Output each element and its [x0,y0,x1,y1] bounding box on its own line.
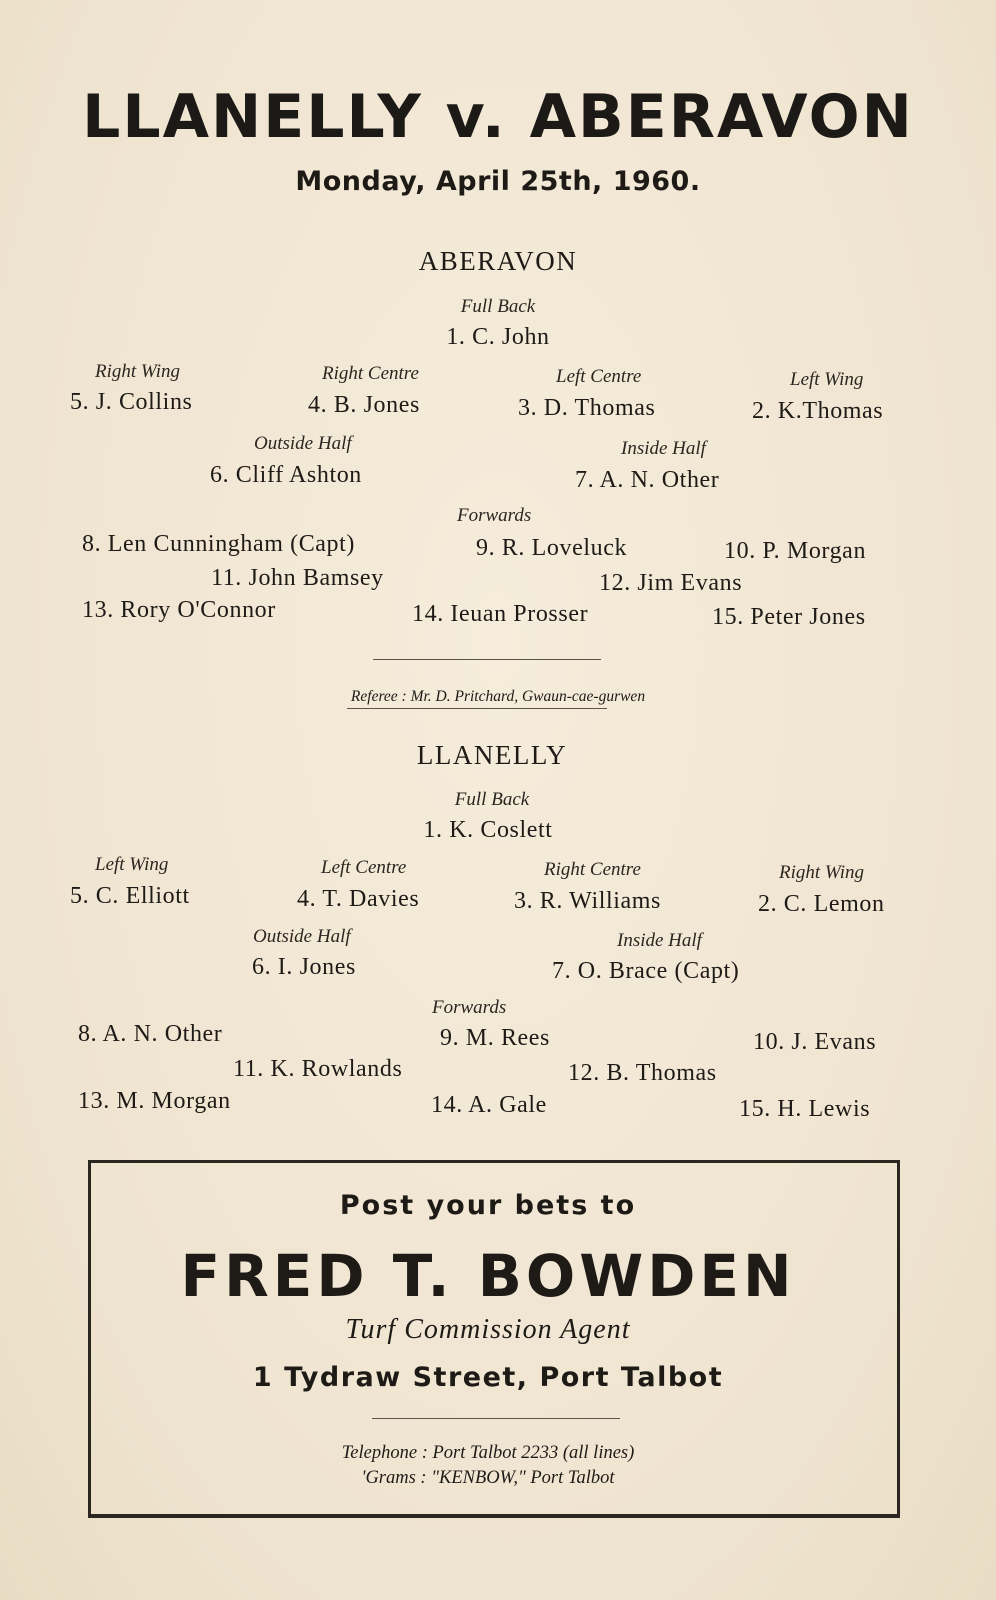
aberavon-forward-15: 15. Peter Jones [712,604,866,630]
referee-line: Referee : Mr. D. Pritchard, Gwaun-cae-gurwen [350,688,646,705]
aberavon-outside-half-label: Outside Half [254,433,352,454]
llanelly-outside-half-player: 6. I. Jones [252,954,356,980]
aberavon-fullback-player: 1. C. John [446,324,550,350]
llanelly-forwards-label: Forwards [432,997,507,1018]
advert-name: FRED T. BOWDEN [180,1242,796,1310]
llanelly-inside-half-player: 7. O. Brace (Capt) [552,958,740,984]
aberavon-inside-half-player: 7. A. N. Other [575,467,720,493]
llanelly-forward-13: 13. M. Morgan [78,1088,231,1114]
llanelly-right-wing-player: 2. C. Lemon [758,891,885,917]
llanelly-outside-half-label: Outside Half [253,926,351,947]
llanelly-forward-12: 12. B. Thomas [568,1060,717,1086]
advert-grams: 'Grams : "KENBOW," Port Talbot [361,1468,615,1488]
aberavon-forward-11: 11. John Bamsey [211,565,384,591]
llanelly-left-centre-player: 4. T. Davies [297,886,420,912]
aberavon-fullback-label: Full Back [460,296,536,317]
aberavon-forward-8: 8. Len Cunningham (Capt) [82,531,356,557]
llanelly-right-wing-label: Right Wing [779,862,864,883]
llanelly-forward-10: 10. J. Evans [753,1029,877,1055]
llanelly-team-heading: LLANELLY [416,740,568,770]
aberavon-left-centre-player: 3. D. Thomas [518,395,656,421]
llanelly-right-centre-player: 3. R. Williams [514,888,661,914]
aberavon-inside-half-label: Inside Half [621,438,706,459]
llanelly-forward-11: 11. K. Rowlands [233,1056,403,1082]
llanelly-forward-9: 9. M. Rees [440,1025,550,1051]
aberavon-forward-12: 12. Jim Evans [599,570,743,596]
aberavon-left-wing-player: 2. K.Thomas [752,398,884,424]
llanelly-forward-15: 15. H. Lewis [739,1096,871,1122]
aberavon-forwards-label: Forwards [457,505,532,526]
aberavon-forward-10: 10. P. Morgan [724,538,867,564]
llanelly-right-centre-label: Right Centre [544,859,641,880]
match-title: LLANELLY v. ABERAVON [82,82,914,152]
aberavon-right-centre-player: 4. B. Jones [308,392,420,418]
aberavon-left-centre-label: Left Centre [556,366,642,387]
llanelly-left-wing-label: Left Wing [95,854,169,875]
advert-divider [372,1418,620,1419]
advert-role: Turf Commission Agent [345,1314,631,1345]
llanelly-fullback-player: 1. K. Coslett [423,817,553,843]
aberavon-forward-13: 13. Rory O'Connor [82,597,276,623]
aberavon-right-centre-label: Right Centre [322,363,419,384]
advert-address: 1 Tydraw Street, Port Talbot [252,1362,724,1393]
llanelly-left-wing-player: 5. C. Elliott [70,883,190,909]
advert-telephone: Telephone : Port Talbot 2233 (all lines) [341,1443,635,1463]
referee-top-rule [373,659,601,660]
aberavon-forward-9: 9. R. Loveluck [476,535,628,561]
aberavon-outside-half-player: 6. Cliff Ashton [210,462,362,488]
referee-bottom-rule [347,708,607,709]
llanelly-forward-8: 8. A. N. Other [78,1021,223,1047]
aberavon-forward-14: 14. Ieuan Prosser [412,601,589,627]
aberavon-right-wing-player: 5. J. Collins [70,389,193,415]
advert-lead: Post your bets to [339,1190,637,1221]
llanelly-forward-14: 14. A. Gale [431,1092,547,1118]
llanelly-inside-half-label: Inside Half [617,930,702,951]
llanelly-left-centre-label: Left Centre [321,857,407,878]
aberavon-team-heading: ABERAVON [418,246,578,276]
match-date: Monday, April 25th, 1960. [295,166,701,197]
aberavon-right-wing-label: Right Wing [95,361,180,382]
aberavon-left-wing-label: Left Wing [790,369,864,390]
llanelly-fullback-label: Full Back [454,789,530,810]
